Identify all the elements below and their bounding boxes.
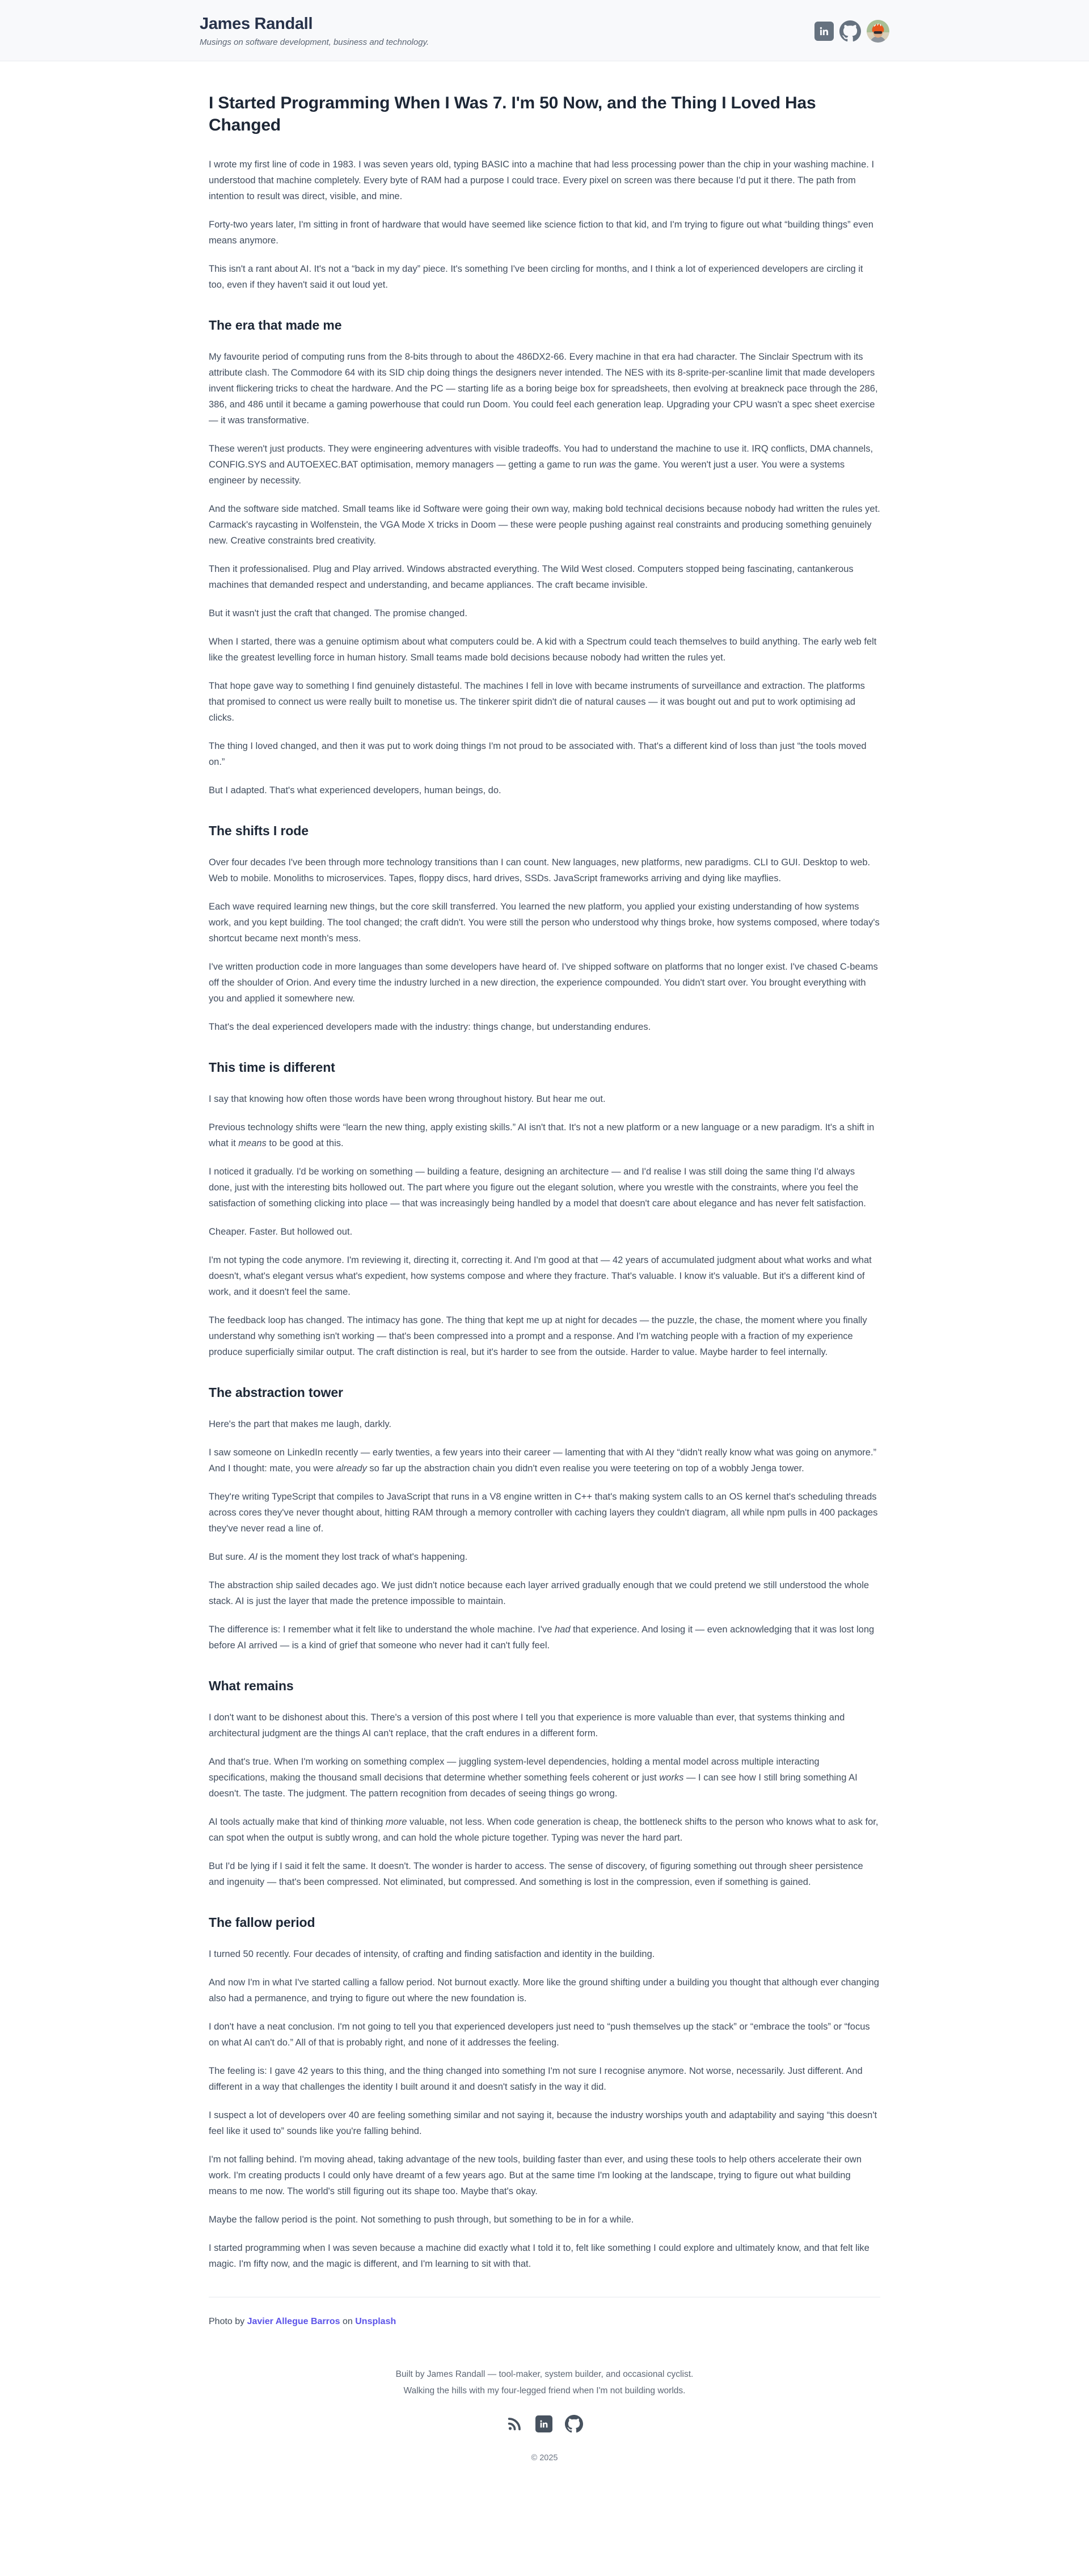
article-paragraph: This isn't a rant about AI. It's not a “back in my day” piece. It's something I've been circling for months, and I think a lot of experienced developers are circling it too, even if they haven't said it out loud yet.: [209, 264, 863, 290]
copyright: © 2025: [531, 2453, 558, 2463]
article-paragraph: Then it professionalised. Plug and Play arrived. Windows abstracted everything. The Wild West closed. Computers stopped being fascinating, cantankerous machines that demanded respect and understanding, and became appliances. The craft became invisible.: [209, 564, 854, 590]
article-paragraph: When I started, there was a genuine optimism about what computers could be. A kid with a Spectrum could teach themselves to build anything. The early web felt like the greatest levelling force in human history. Small teams made bold decisions because nobody had written the rules yet.: [209, 637, 877, 663]
article-paragraph: I wrote my first line of code in 1983. I was seven years old, typing BASIC into a machine that had less processing power than the chip in your washing machine. I understood that machine completely. Every byte of RAM had a purpose I could trace. Every pixel on screen was there because I'd put it there. The path from intention to result was direct, visible, and mine.: [209, 159, 875, 201]
article-paragraph: The thing I loved changed, and then it was put to work doing things I'm not proud to be associated with. That's a different kind of loss than just “the tools moved on.”: [209, 741, 867, 767]
rss-icon[interactable]: [506, 2415, 523, 2432]
article-paragraph: And that's true. When I'm working on something complex — juggling system-level dependencies, holding a mental model across multiple interacting specifications, making the thousand small decisions that determine whether something feels coherent or just works — I can see how I still bring something AI doesn't. The taste. The judgment. The pattern recognition from decades of seeing things go wrong.: [209, 1757, 858, 1799]
site-tagline: Musings on software development, business and technology.: [200, 37, 429, 47]
article-paragraph: These weren't just products. They were engineering adventures with visible tradeoffs. You had to understand the machine to use it. IRQ conflicts, DMA channels, CONFIG.SYS and AUTOEXEC.BAT optimisation, memory managers — getting a game to run was the game. You weren't just a user. You were a systems engineer by necessity.: [209, 444, 873, 486]
section-heading: This time is different: [209, 1060, 335, 1075]
site-title-link[interactable]: James Randall: [200, 15, 313, 33]
article-paragraph: My favourite period of computing runs from the 8-bits through to about the 486DX2-66. Every machine in that era had character. The Sinclair Spectrum with its attribute clash. The Commodore 64 with its SID chip doing things the designers never intended. The NES with its 8-sprite-per-scanline limit that made developers invent flickering tricks to cheat the hardware. And the PC — starting life as a boring beige box for spreadsheets, then evolving at breakneck pace through the 286, 386, and 486 until it became a gaming powerhouse that could run Doom. You could feel each generation leap. Upgrading your CPU wasn't a spec sheet exercise — it was transformative.: [209, 352, 878, 426]
photo-credit-unsplash-link[interactable]: Unsplash: [355, 2317, 396, 2326]
section-heading: The abstraction tower: [209, 1385, 343, 1400]
article-paragraph: The difference is: I remember what it felt like to understand the whole machine. I've had that experience. And losing it — even acknowledging that it was lost long before AI arrived — is a kind of grief that someone who never had it can't fully feel.: [209, 1624, 875, 1651]
article-paragraph: Maybe the fallow period is the point. Not something to push through, but something to be in for a while.: [209, 2215, 634, 2225]
article-paragraph: I say that knowing how often those words have been wrong throughout history. But hear me out.: [209, 1094, 606, 1104]
linkedin-icon[interactable]: [535, 2415, 552, 2432]
linkedin-icon[interactable]: [814, 22, 834, 41]
github-icon[interactable]: [565, 2415, 583, 2433]
article-paragraph: AI tools actually make that kind of thinking more valuable, not less. When code generation is cheap, the bottleneck shifts to the person who knows what to ask for, can spot when the output is subtly wrong, and can hold the whole picture together. Typing was never the hard part.: [209, 1817, 879, 1843]
article-paragraph: But sure. AI is the moment they lost track of what's happening.: [209, 1552, 468, 1562]
section-heading: The shifts I rode: [209, 823, 309, 838]
article-paragraph: And now I'm in what I've started calling a fallow period. Not burnout exactly. More like the ground shifting under a building you thought that although ever changing also had a permanence, and trying to figure out where the new foundation is.: [209, 1977, 879, 2003]
article-paragraph: That hope gave way to something I find genuinely distasteful. The machines I fell in love with became instruments of surveillance and extraction. The platforms that promised to connect us were really built to monetise us. The tinkerer spirit didn't die of natural causes — it was bought out and put to work optimising ad clicks.: [209, 681, 865, 723]
photo-credit-prefix: Photo by: [209, 2317, 247, 2326]
article-paragraph: Forty-two years later, I'm sitting in front of hardware that would have seemed like science fiction to that kid, and I'm trying to figure out what “building things” even means anymore.: [209, 220, 873, 246]
photo-credit-middle: on: [340, 2317, 356, 2326]
section-heading: What remains: [209, 1678, 294, 1693]
header-social-links: [814, 20, 889, 43]
article-paragraph: I started programming when I was seven because a machine did exactly what I told it to, felt like something I could explore and ultimately know, and that felt like magic. I'm fifty now, and the magic is different, and I'm learning to sit with that.: [209, 2243, 869, 2269]
article-paragraph: And the software side matched. Small teams like id Software were going their own way, making bold technical decisions because nobody had written the rules yet. Carmack's raycasting in Wolfenstein, the VGA Mode X tricks in Doom — these were people pushing against real constraints and producing something genuinely new. Creative constraints bred creativity.: [209, 504, 880, 546]
article-paragraph: Over four decades I've been through more technology transitions than I can count. New languages, new platforms, new paradigms. CLI to GUI. Desktop to web. Web to mobile. Monoliths to microservices. Tapes, floppy discs, hard drives, SSDs. JavaScript frameworks arriving and dying like mayflies.: [209, 857, 871, 883]
photo-credit: [209, 2317, 880, 2327]
article-paragraph: They're writing TypeScript that compiles to JavaScript that runs in a V8 engine written in C++ that's making system calls to an OS kernel that's scheduling threads across cores they've never thought about, hitting RAM through a memory controller with caching layers they couldn't diagram, all while npm pulls in 400 packages they've never read a line of.: [209, 1492, 878, 1534]
article-paragraph: I've written production code in more languages than some developers have heard of. I've shipped software on platforms that no longer exist. I've chased C-beams off the shoulder of Orion. And every time the industry lurched in a new direction, the experience compounded. You didn't start over. You brought everything with you and applied it somewhere new.: [209, 962, 878, 1004]
article-paragraph: I turned 50 recently. Four decades of intensity, of crafting and finding satisfaction and identity in the building.: [209, 1949, 655, 1959]
article-paragraph: Here's the part that makes me laugh, darkly.: [209, 1419, 391, 1429]
article-paragraph: The feeling is: I gave 42 years to this thing, and the thing changed into something I'm not sure I recognise anymore. Not worse, necessarily. Just different. And different in a way that challenges the identity I built around it and doesn't satisfy in the way it did.: [209, 2066, 863, 2092]
blog-post: [209, 92, 880, 2272]
photo-credit-author-link[interactable]: Javier Allegue Barros: [247, 2317, 340, 2326]
article-paragraph: I'm not falling behind. I'm moving ahead, taking advantage of the new tools, building faster than ever, and using these tools to help others accelerate their own work. I'm creating products I could only have dreamt of a few years ago. But at the same time I'm looking at the landscape, trying to figure out what building means to me now. The world's still figuring out its shape too. Maybe that's okay.: [209, 2154, 862, 2196]
article-paragraph: I don't have a neat conclusion. I'm not going to tell you that experienced developers just need to “push themselves up the stack” or “embrace the tools” or “focus on what AI can't do.” All of that is probably right, and none of it addresses the feeling.: [209, 2022, 870, 2048]
article-paragraph: The feedback loop has changed. The intimacy has gone. The thing that kept me up at night for decades — the puzzle, the chase, the moment where you finally understand why something isn't working — that's been compressed into a prompt and a response. And I'm watching people with a fraction of my experience produce superficially similar output. The craft distinction is real, but it's harder to see from the outside. Harder to value. Maybe harder to feel internally.: [209, 1315, 867, 1357]
footer-social-links: [209, 2415, 880, 2433]
avatar-photo: [867, 20, 889, 43]
article-paragraph: I noticed it gradually. I'd be working on something — building a feature, designing an architecture — and I'd realise I was still doing the same thing I'd always done, just with the interesting bits hollowed out. The part where you figure out the elegant solution, where you wrestle with the constraints, where you feel the satisfaction of something clicking into place — that was increasingly being handled by a model that doesn't care about elegance and has never felt satisfaction.: [209, 1167, 866, 1209]
article-paragraph: I'm not typing the code anymore. I'm reviewing it, directing it, correcting it. And I'm good at that — 42 years of accumulated judgment about what works and what doesn't, what's elegant versus what's expedient, how systems compose and where they fracture. That's valuable. I know it's valuable. But it's a different kind of work, and it doesn't feel the same.: [209, 1255, 872, 1297]
article-paragraph: I don't want to be dishonest about this. There's a version of this post where I tell you that experience is more valuable than ever, that systems thinking and architectural judgment are the things AI can't replace, that the craft endures in a different form.: [209, 1712, 845, 1739]
article-paragraph: The abstraction ship sailed decades ago. We just didn't notice because each layer arrived gradually enough that we could pretend we still understood the whole stack. AI is just the layer that made the pretence impossible to maintain.: [209, 1580, 869, 1606]
github-icon[interactable]: [839, 20, 861, 42]
article-paragraph: Cheaper. Faster. But hollowed out.: [209, 1227, 353, 1237]
article-paragraph: I suspect a lot of developers over 40 are feeling something similar and not saying it, because the industry worships youth and adaptability and saying “this doesn't feel like it used to” sounds like you're falling behind.: [209, 2110, 877, 2136]
footer-bio-line-1: Built by James Randall — tool-maker, system builder, and occasional cyclist.: [395, 2369, 694, 2379]
article-paragraph: But I'd be lying if I said it felt the same. It doesn't. The wonder is harder to access. The sense of discovery, of figuring something out through sheer persistence and ingenuity — that's been compressed. Not eliminated, but compressed. And something is lost in the compression, even if something is gained.: [209, 1861, 863, 1887]
article-paragraph: I saw someone on LinkedIn recently — early twenties, a few years into their career — lamenting that with AI they “didn't really know what was going on anymore.” And I thought: mate, you were already so far up the abstraction chain you didn't even realise you were teetering on top of a wobbly Jenga tower.: [209, 1447, 877, 1474]
article-paragraph: That's the deal experienced developers made with the industry: things change, but understanding endures.: [209, 1022, 651, 1032]
site-footer: [0, 2367, 1089, 2576]
article-paragraph: But it wasn't just the craft that changed. The promise changed.: [209, 608, 467, 618]
article-body: [209, 157, 880, 2272]
section-heading: The era that made me: [209, 318, 342, 332]
footer-bio-line-2: Walking the hills with my four-legged friend when I'm not building worlds.: [403, 2385, 686, 2396]
article-title: I Started Programming When I Was 7. I'm 50 Now, and the Thing I Loved Has Changed: [209, 94, 816, 134]
site-identity: [200, 15, 429, 47]
site-header: [0, 0, 1089, 61]
article-paragraph: Previous technology shifts were “learn the new thing, apply existing skills.” AI isn't that. It's not a new platform or a new language or a new paradigm. It's a shift in what it means to be good at this.: [209, 1122, 875, 1148]
article-paragraph: But I adapted. That's what experienced developers, human beings, do.: [209, 785, 501, 795]
main-content: [0, 61, 1089, 2327]
article-paragraph: Each wave required learning new things, but the core skill transferred. You learned the new platform, you applied your existing understanding of how systems work, and you kept building. The tool changed; the craft didn't. You were still the person who understood why things broke, how systems composed, where today's shortcut became next month's mess.: [209, 902, 880, 944]
section-heading: The fallow period: [209, 1915, 315, 1930]
